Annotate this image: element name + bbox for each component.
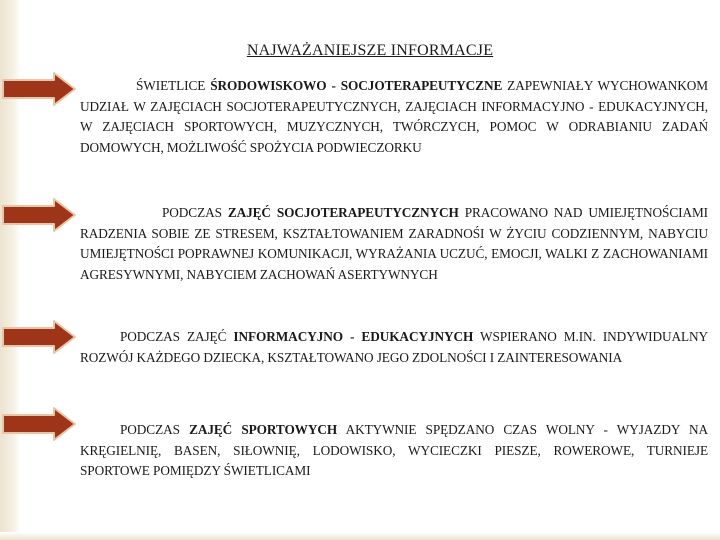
paragraph-1-lead: ŚWIETLICE [136, 78, 211, 93]
paragraph-4-lead: PODCZAS [120, 422, 190, 437]
info-paragraph-2 [80, 203, 708, 285]
paragraph-2-highlight: ZAJĘĆ SOCJOTERAPEUTYCZNYCH [227, 205, 459, 220]
paragraph-3-lead: PODCZAS ZAJĘĆ [120, 329, 234, 344]
paragraph-3-body: WSPIERANO M.IN. INDYWIDUALNY ROZWÓJ KAŻDEGO DZIECKA, KSZTAŁTOWANO JEGO ZDOLNOŚCI I ZAINTERESOWANIA [80, 329, 708, 365]
paragraph-4-body: AKTYWNIE SPĘDZANO CZAS WOLNY - WYJAZDY NA KRĘGIELNIĘ, BASEN, SIŁOWNIĘ, LODOWISKO, WYCIECZKI PIESZE, ROWEROWE, TURNIEJE SPORTOWE POMIĘDZY ŚWIETLICAMI [80, 422, 708, 479]
paragraph-1-body: ZAPEWNIAŁY WYCHOWANKOM UDZIAŁ W ZAJĘCIACH SOCJOTERAPEUTYCZNYCH, ZAJĘCIACH INFORMACYJNO - EDUKACYJNYCH, W ZAJĘCIACH SPORTOWYCH, MUZYCZNYCH, TWÓRCZYCH, POMOC W ODRABIANIU ZADAŃ DOMOWYCH, MOŻLIWOŚĆ SPOŻYCIA PODWIECZORKU [80, 78, 708, 155]
arrow-right-icon [2, 198, 76, 232]
paragraph-1-highlight: ŚRODOWISKOWO - SOCJOTERAPEUTYCZNE [210, 78, 503, 93]
info-paragraph-3 [80, 327, 708, 368]
arrow-right-icon [2, 407, 76, 441]
paragraph-2-lead: PODCZAS [162, 205, 228, 220]
paragraph-4-highlight: ZAJĘĆ SPORTOWYCH [189, 422, 338, 437]
arrow-right-icon [2, 320, 76, 354]
arrow-right-icon [2, 72, 76, 106]
paragraph-3-highlight: INFORMACYJNO - EDUKACYJNYCH [233, 329, 474, 344]
slide-title: NAJWAŻANIEJSZE INFORMACJE [246, 42, 494, 59]
info-paragraph-1 [80, 76, 708, 158]
decorative-bottom-strip [0, 532, 720, 540]
paragraph-2-body: PRACOWANO NAD UMIEJĘTNOŚCIAMI RADZENIA SOBIE ZE STRESEM, KSZTAŁTOWANIEM ZARADNOŚI W ŻYCIU CODZIENNYM, NABYCIU UMIEJĘTNOŚCI POPRAWNEJ KOMUNIKACJI, WYRAŻANIA UCZUĆ, EMOCJI, WALKI Z ZACHOWANIAMI AGRESYWNYMI, NABYCIEM ZACHOWAŃ ASERTYWNYCH [80, 205, 708, 282]
info-paragraph-4 [80, 420, 708, 482]
